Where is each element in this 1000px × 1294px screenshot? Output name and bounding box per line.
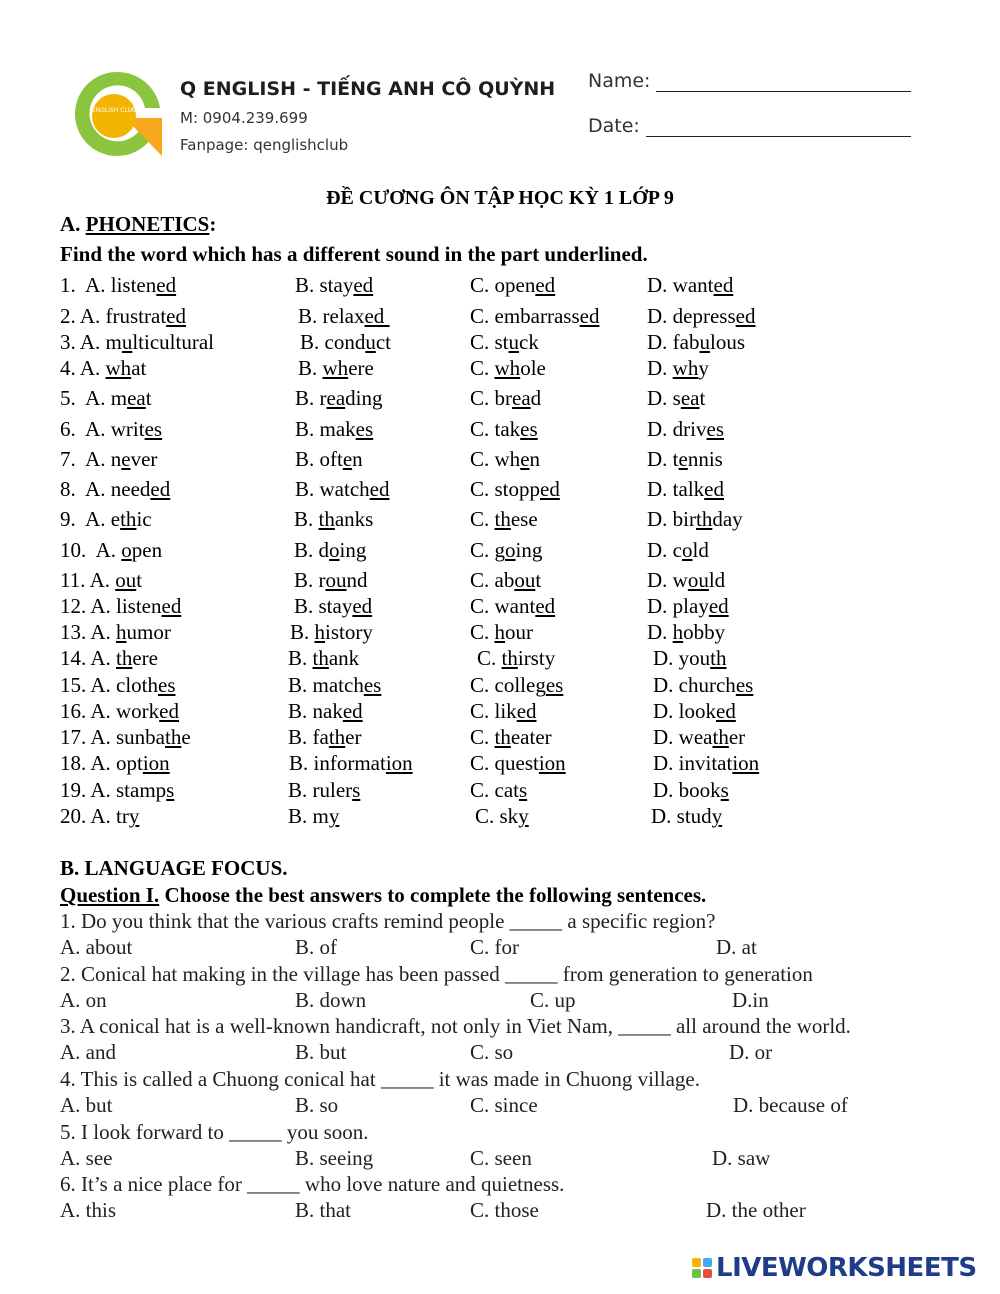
answer-option-b[interactable]: B. seeing — [295, 1146, 374, 1170]
date-line[interactable] — [646, 118, 911, 137]
phone-number: M: 0904.239.699 — [180, 109, 308, 127]
row-number: 4. — [60, 356, 80, 380]
answer-option-b[interactable]: B. but — [295, 1040, 347, 1064]
phonetics-option[interactable]: 11. A. out — [60, 568, 143, 592]
phonetics-option[interactable]: 7. A. never — [60, 447, 158, 471]
phonetics-option[interactable]: D. birthday — [647, 507, 743, 531]
row-number: 14. — [60, 646, 91, 670]
phonetics-option[interactable]: D. seat — [647, 386, 706, 410]
phonetics-row — [0, 673, 1000, 699]
phonetics-option[interactable]: 1. A. listened — [60, 273, 177, 297]
phonetics-option[interactable]: D. invitation — [653, 751, 760, 775]
name-field[interactable] — [588, 70, 911, 92]
phonetics-option[interactable]: 20. A. try — [60, 804, 140, 828]
phonetics-option[interactable]: C. about — [470, 568, 542, 592]
logo-text-english: ENGLISH CLUB — [91, 107, 137, 114]
fanpage: Fanpage: qenglishclub — [180, 136, 349, 154]
phonetics-option[interactable]: B. information — [289, 751, 413, 775]
page-title: ĐỀ CƯƠNG ÔN TẬP HỌC KỲ 1 LỚP 9 — [326, 187, 674, 209]
answer-option-c[interactable]: C. for — [470, 935, 519, 959]
question-i-heading: Question I. Choose the best answers to complete the following sentences. — [60, 883, 707, 907]
phonetics-option[interactable]: D. youth — [653, 646, 727, 670]
phonetics-option[interactable]: D. wanted — [647, 273, 734, 297]
answer-option-b[interactable]: B. down — [295, 988, 367, 1012]
phonetics-instruction: Find the word which has a different sound in the part underlined. — [60, 242, 648, 266]
phonetics-option[interactable]: B. history — [290, 620, 373, 644]
date-label: Date: — [588, 115, 640, 137]
answer-option-b[interactable]: B. so — [295, 1093, 339, 1117]
answer-option-a[interactable]: A. but — [60, 1093, 113, 1117]
answer-option-c[interactable]: C. so — [470, 1040, 514, 1064]
answer-option-d[interactable]: D. at — [716, 935, 757, 959]
phonetics-option[interactable]: B. reading — [295, 386, 383, 410]
phonetics-row — [0, 447, 1000, 473]
phonetics-option[interactable]: 15. A. clothes — [60, 673, 176, 697]
phonetics-option[interactable]: 14. A. there — [60, 646, 158, 670]
row-number: 5. — [60, 386, 86, 410]
phonetics-option[interactable]: D. why — [647, 356, 709, 380]
row-number: 18. — [60, 751, 91, 775]
phonetics-option[interactable]: C. bread — [470, 386, 542, 410]
phonetics-row — [0, 273, 1000, 299]
phonetics-option[interactable]: 19. A. stamps — [60, 778, 175, 802]
row-number: 2. — [60, 304, 80, 328]
phonetics-option[interactable]: B. naked — [288, 699, 363, 723]
phonetics-option[interactable]: C. opened — [470, 273, 556, 297]
phonetics-option[interactable]: D. study — [651, 804, 723, 828]
phonetics-option[interactable]: 5. A. meat — [60, 386, 152, 410]
phonetics-option[interactable]: C. cats — [470, 778, 528, 802]
phonetics-option[interactable]: B. my — [288, 804, 340, 828]
row-number: 7. — [60, 447, 86, 471]
answer-option-d[interactable]: D.in — [732, 988, 769, 1012]
phonetics-option[interactable]: D. fabulous — [647, 330, 745, 354]
phonetics-option[interactable]: B. thanks — [294, 507, 374, 531]
q-english-logo — [70, 68, 165, 160]
brand-name: Q ENGLISH - TIẾNG ANH CÔ QUỲNH — [180, 78, 556, 100]
phonetics-row — [0, 356, 1000, 382]
phonetics-option[interactable]: B. makes — [295, 417, 374, 441]
phonetics-option[interactable]: D. hobby — [647, 620, 726, 644]
phonetics-option[interactable]: D. weather — [653, 725, 746, 749]
phonetics-row — [0, 330, 1000, 356]
phonetics-row — [0, 507, 1000, 533]
phonetics-option[interactable]: C. these — [470, 507, 538, 531]
phonetics-option[interactable]: D. churches — [653, 673, 754, 697]
answer-option-d[interactable]: D. because of — [733, 1093, 848, 1117]
phonetics-option[interactable]: 8. A. needed — [60, 477, 171, 501]
phonetics-row — [0, 620, 1000, 646]
phonetics-option[interactable]: 13. A. humor — [60, 620, 171, 644]
phonetics-option[interactable]: 9. A. ethic — [60, 507, 152, 531]
phonetics-option[interactable]: B. where — [298, 356, 374, 380]
phonetics-option[interactable]: D. cold — [647, 538, 709, 562]
phonetics-option[interactable]: C. stopped — [470, 477, 560, 501]
answer-option-c[interactable]: C. seen — [470, 1146, 532, 1170]
answer-option-c[interactable]: C. those — [470, 1198, 539, 1222]
phonetics-option[interactable]: D. played — [647, 594, 729, 618]
answer-option-c[interactable]: C. up — [530, 988, 576, 1012]
phonetics-option[interactable]: 10. A. open — [60, 538, 163, 562]
phonetics-option[interactable]: 4. A. what — [60, 356, 147, 380]
phonetics-option[interactable]: B. conduct — [300, 330, 391, 354]
question-text: 6. It’s a nice place for _____ who love nature and quietness. — [60, 1172, 565, 1196]
phonetics-row — [0, 804, 1000, 830]
phonetics-option[interactable]: B. matches — [288, 673, 382, 697]
section-language-focus: B. LANGUAGE FOCUS. — [60, 856, 288, 880]
phonetics-row — [0, 725, 1000, 751]
row-number: 17. — [60, 725, 91, 749]
phonetics-option[interactable]: D. depressed — [647, 304, 756, 328]
phonetics-option[interactable]: 12. A. listened — [60, 594, 182, 618]
row-number: 8. — [60, 477, 86, 501]
phonetics-option[interactable]: 2. A. frustrated — [60, 304, 186, 328]
answer-option-d[interactable]: D. or — [729, 1040, 773, 1064]
row-number: 16. — [60, 699, 91, 723]
date-field[interactable] — [588, 115, 911, 137]
row-number: 1. — [60, 273, 86, 297]
phonetics-option[interactable]: C. colleges — [470, 673, 564, 697]
answer-option-a[interactable]: A. see — [60, 1146, 113, 1170]
phonetics-option[interactable]: C. wanted — [470, 594, 556, 618]
row-number: 12. — [60, 594, 91, 618]
answer-option-d[interactable]: D. the other — [706, 1198, 806, 1222]
answer-option-a[interactable]: A. on — [60, 988, 107, 1012]
answer-option-a[interactable]: A. and — [60, 1040, 116, 1064]
phonetics-option[interactable]: D. would — [647, 568, 726, 592]
phonetics-option[interactable]: C. when — [470, 447, 541, 471]
phonetics-row — [0, 751, 1000, 777]
phonetics-row — [0, 699, 1000, 725]
phonetics-option[interactable]: 3. A. multicultural — [60, 330, 214, 354]
phonetics-option[interactable]: B. doing — [294, 538, 367, 562]
phonetics-option[interactable]: B. rulers — [288, 778, 361, 802]
phonetics-option[interactable]: C. question — [470, 751, 566, 775]
answer-option-b[interactable]: B. that — [295, 1198, 351, 1222]
phonetics-option[interactable]: B. stayed — [295, 273, 374, 297]
row-number: 20. — [60, 804, 91, 828]
answer-option-b[interactable]: B. of — [295, 935, 337, 959]
row-number: 15. — [60, 673, 91, 697]
phonetics-option[interactable]: C. stuck — [470, 330, 539, 354]
section-phonetics: A. PHONETICS: — [60, 212, 217, 236]
phonetics-option[interactable]: 6. A. writes — [60, 417, 163, 441]
question-text: 1. Do you think that the various crafts remind people _____ a specific region? — [60, 909, 716, 933]
phonetics-option[interactable]: D. drives — [647, 417, 724, 441]
row-number: 6. — [60, 417, 86, 441]
phonetics-row — [0, 568, 1000, 594]
phonetics-row — [0, 417, 1000, 443]
phonetics-option[interactable]: C. liked — [470, 699, 537, 723]
answer-option-a[interactable]: A. this — [60, 1198, 117, 1222]
question-text: 3. A conical hat is a well-known handicraft, not only in Viet Nam, _____ all around the world. — [60, 1014, 851, 1038]
row-number: 13. — [60, 620, 91, 644]
phonetics-option[interactable]: B. stayed — [294, 594, 373, 618]
row-number: 3. — [60, 330, 80, 354]
phonetics-option[interactable]: C. hour — [470, 620, 534, 644]
phonetics-option[interactable]: D. tennis — [647, 447, 723, 471]
phonetics-option[interactable]: C. takes — [470, 417, 538, 441]
phonetics-option[interactable]: 17. A. sunbathe — [60, 725, 191, 749]
phonetics-row — [0, 778, 1000, 804]
phonetics-row — [0, 594, 1000, 620]
question-text: 4. This is called a Chuong conical hat _____ it was made in Chuong village. — [60, 1067, 700, 1091]
name-label: Name: — [588, 70, 651, 92]
phonetics-option[interactable]: B. round — [294, 568, 368, 592]
phonetics-row — [0, 538, 1000, 564]
phonetics-row — [0, 304, 1000, 330]
phonetics-option[interactable]: C. sky — [475, 804, 529, 828]
phonetics-option[interactable]: C. thirsty — [477, 646, 556, 670]
question-text: 5. I look forward to _____ you soon. — [60, 1120, 369, 1144]
phonetics-option[interactable]: D. talked — [647, 477, 724, 501]
phonetics-option[interactable]: D. looked — [653, 699, 736, 723]
phonetics-option[interactable]: 18. A. option — [60, 751, 170, 775]
answer-option-d[interactable]: D. saw — [712, 1146, 771, 1170]
answer-option-c[interactable]: C. since — [470, 1093, 538, 1117]
phonetics-option[interactable]: B. thank — [288, 646, 360, 670]
name-line[interactable] — [656, 73, 911, 92]
phonetics-option[interactable]: B. father — [288, 725, 362, 749]
row-number: 9. — [60, 507, 86, 531]
phonetics-option[interactable]: 16. A. worked — [60, 699, 179, 723]
row-number: 19. — [60, 778, 91, 802]
row-number: 11. — [60, 568, 90, 592]
phonetics-option[interactable]: B. relaxed — [298, 304, 390, 328]
phonetics-option[interactable]: C. embarrassed — [470, 304, 600, 328]
phonetics-option[interactable]: C. theater — [470, 725, 552, 749]
phonetics-option[interactable]: B. watched — [295, 477, 390, 501]
phonetics-row — [0, 646, 1000, 672]
phonetics-option[interactable]: C. going — [470, 538, 543, 562]
liveworksheets-text: LIVEWORKSHEETS — [716, 1253, 977, 1283]
phonetics-option[interactable]: C. whole — [470, 356, 546, 380]
answer-option-a[interactable]: A. about — [60, 935, 133, 959]
phonetics-row — [0, 477, 1000, 503]
question-text: 2. Conical hat making in the village has been passed _____ from generation to generation — [60, 962, 813, 986]
phonetics-option[interactable]: B. often — [295, 447, 363, 471]
phonetics-option[interactable]: D. books — [653, 778, 729, 802]
liveworksheets-icon — [692, 1258, 712, 1278]
liveworksheets-logo — [692, 1253, 977, 1283]
row-number: 10. — [60, 538, 96, 562]
phonetics-row — [0, 386, 1000, 412]
